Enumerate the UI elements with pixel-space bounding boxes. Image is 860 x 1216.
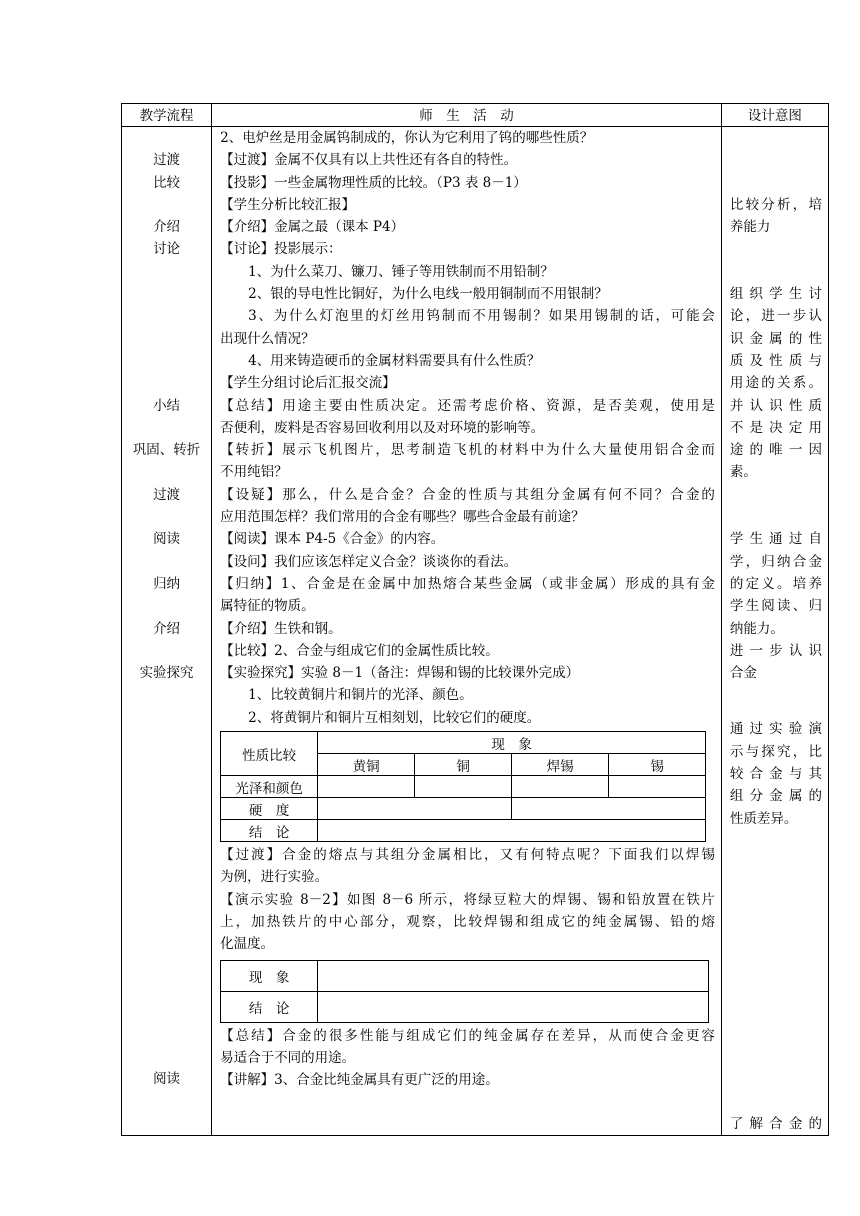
table-row [221, 991, 709, 1022]
row-label-conclusion: 结 论 [221, 991, 318, 1022]
activity-line: 【演示实验 8－2】如图 8－6 所示，将绿豆粒大的焊锡、锡和铅放置在铁片 [220, 891, 715, 908]
activity-column [212, 127, 722, 1136]
col-tin: 锡 [609, 754, 706, 776]
activity-line: 【总结】合金的很多性能与组成它们的纯金属存在差异，从而使合金更容 [220, 1027, 715, 1044]
intent-line: 素。 [729, 464, 757, 481]
intent-line: 并认识性质 [729, 397, 822, 414]
intent-line: 学生阅读、归 [729, 598, 822, 615]
activity-line: 【过渡】金属不仅具有以上共性还有各自的特性。 [220, 152, 518, 169]
intent-line: 合金 [729, 665, 757, 682]
activity-line: 2、将黄铜片和铜片互相刻划，比较它们的硬度。 [248, 709, 541, 726]
activity-line: 【讲解】3、合金比纯金属具有更广泛的用途。 [220, 1072, 499, 1089]
activity-line: 【学生分组讨论后汇报交流】 [220, 375, 396, 392]
intent-line: 性质差异。 [729, 810, 798, 827]
row-label-conclusion: 结 论 [221, 820, 318, 842]
header-design-intent: 设计意图 [721, 104, 828, 127]
process-label: 阅读 [153, 1071, 181, 1088]
activity-line: 属特征的物质。 [220, 598, 315, 615]
table-row [221, 960, 709, 991]
activity-line: 【归纳】1、合金是在金属中加热熔合某些金属（或非金属）形成的具有金 [220, 575, 715, 592]
process-label: 小结 [153, 397, 181, 414]
row-label-hardness: 硬 度 [221, 798, 318, 820]
intent-line: 质及性质与 [729, 352, 822, 369]
row-label-phenomenon: 现 象 [221, 960, 318, 991]
activity-line: 【过渡】合金的熔点与其组分金属相比，又有何特点呢？下面我们以焊锡 [220, 847, 715, 864]
table-row [221, 798, 706, 820]
activity-line: 不用纯铝？ [220, 464, 288, 481]
intent-line: 途的唯一因 [729, 442, 822, 459]
activity-line: 【总结】用途主要由性质决定。还需考虑价格、资源，是否美观，使用是 [220, 397, 715, 414]
intent-line: 学，归纳合金 [729, 553, 822, 570]
melting-experiment-table [220, 960, 709, 1023]
activity-line: 【学生分析比较汇报】 [220, 196, 356, 213]
activity-line: 【比较】2、合金与组成它们的金属性质比较。 [220, 642, 499, 659]
content-row [122, 127, 829, 1136]
intent-line: 养能力 [729, 219, 771, 236]
process-label: 介绍 [153, 219, 181, 236]
lesson-plan-page [121, 103, 829, 1136]
activity-line: 应用范围怎样？我们常用的合金有哪些？哪些合金最有前途？ [220, 509, 585, 526]
intent-line: 通过实验演 [729, 721, 822, 738]
process-column [122, 127, 212, 1136]
phenomenon-header: 现 象 [318, 732, 706, 754]
intent-column [721, 127, 828, 1136]
activity-line: 【转折】展示飞机图片，思考制造飞机的材料中为什么大量使用铝合金而 [220, 442, 715, 459]
activity-line: 【设疑】那么，什么是合金？合金的性质与其组分金属有何不同？合金的 [220, 486, 715, 503]
col-solder: 焊锡 [512, 754, 609, 776]
row-label-luster: 光泽和颜色 [221, 776, 318, 798]
activity-line: 2、银的导电性比铜好，为什么电线一般用铜制而不用银制？ [248, 286, 608, 303]
process-label: 归纳 [153, 575, 181, 592]
activity-line: 1、比较黄铜片和铜片的光泽、颜色。 [248, 687, 473, 704]
process-label: 讨论 [153, 241, 181, 258]
header-teaching-process: 教学流程 [122, 104, 212, 127]
activity-line: 化温度。 [220, 936, 275, 953]
activity-line: 上，加热铁片的中心部分，观察，比较焊锡和组成它的纯金属锡、铅的熔 [220, 913, 715, 930]
activity-line: 【设问】我们应该怎样定义合金？谈谈你的看法。 [220, 553, 518, 570]
col-brass: 黄铜 [318, 754, 415, 776]
process-label: 介绍 [153, 620, 181, 637]
intent-line: 组分金属的 [729, 788, 822, 805]
intent-line: 示与探究，比 [729, 743, 822, 760]
intent-line: 论，进一步认 [729, 308, 822, 325]
process-label: 过渡 [153, 486, 181, 503]
activity-line: 为例，进行实验。 [220, 869, 329, 886]
header-activities: 师 生 活 动 [212, 104, 722, 127]
intent-line: 的定义。培养 [729, 575, 822, 592]
activity-line: 否便利，废料是否容易回收利用以及对环境的影响等。 [220, 419, 545, 436]
activity-line: 4、用来铸造硬币的金属材料需要具有什么性质？ [248, 352, 541, 369]
intent-line: 不是决定用 [729, 419, 822, 436]
activity-line: 【实验探究】实验 8－1（备注：焊锡和锡的比较课外完成） [220, 665, 580, 682]
process-label: 阅读 [153, 531, 181, 548]
activity-line: 【阅读】课本 P4-5《合金》的内容。 [220, 531, 445, 548]
process-label: 比较 [153, 174, 181, 191]
lesson-plan-table [121, 103, 829, 1136]
table-row [221, 820, 706, 842]
activity-line: 1、为什么菜刀、镰刀、锤子等用铁制而不用铅制？ [248, 263, 554, 280]
activity-line: 3、为什么灯泡里的灯丝用钨制而不用锡制？如果用锡制的话，可能会 [248, 308, 715, 325]
process-label: 巩固、转折 [132, 442, 201, 459]
intent-line: 比较分析，培 [729, 196, 822, 213]
intent-line: 纳能力。 [729, 620, 784, 637]
intent-line: 识金属的性 [729, 330, 822, 347]
activity-line: 【介绍】生铁和钢。 [220, 620, 342, 637]
intent-line: 组织学生讨 [729, 286, 822, 303]
activity-line: 【讨论】投影展示： [220, 241, 342, 258]
intent-line: 较合金与其 [729, 766, 822, 783]
activity-line: 2、电炉丝是用金属钨制成的，你认为它利用了钨的哪些性质？ [220, 130, 594, 146]
process-label: 实验探究 [139, 665, 194, 682]
activity-line: 【介绍】金属之最（课本 P4） [220, 219, 405, 236]
alloy-comparison-table [220, 731, 706, 842]
col-copper: 铜 [415, 754, 512, 776]
activity-line: 【投影】一些金属物理性质的比较。（P3 表 8－1） [220, 174, 527, 191]
activity-line: 易适合于不同的用途。 [220, 1049, 356, 1066]
table-header-row [122, 104, 829, 127]
intent-line: 了解合金的 [729, 1115, 822, 1132]
activity-line: 出现什么情况？ [220, 330, 315, 347]
process-label: 过渡 [153, 152, 181, 169]
property-header: 性质比较 [221, 732, 318, 776]
table-row [221, 776, 706, 798]
intent-line: 进一步认识 [729, 642, 822, 659]
intent-line: 用途的关系。 [729, 375, 822, 392]
intent-line: 学生通过自 [729, 531, 822, 548]
